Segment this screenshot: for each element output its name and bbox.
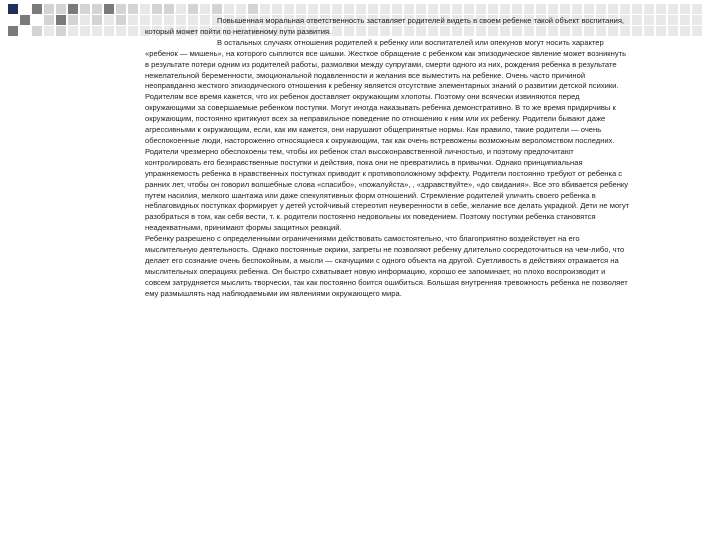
pattern-square [536,4,546,14]
pattern-square [20,26,30,36]
pattern-square [404,4,414,14]
pattern-square [68,26,78,36]
pattern-square [104,4,114,14]
pattern-square [68,15,78,25]
pattern-square [20,4,30,14]
pattern-square [500,4,510,14]
pattern-square [104,26,114,36]
pattern-square [320,4,330,14]
pattern-square [260,4,270,14]
pattern-square [116,26,126,36]
pattern-square [56,26,66,36]
pattern-square [56,15,66,25]
pattern-square [440,4,450,14]
pattern-square [344,4,354,14]
pattern-square [464,4,474,14]
pattern-square [656,4,666,14]
pattern-square [692,4,702,14]
pattern-square [188,4,198,14]
pattern-square [56,4,66,14]
pattern-square [68,4,78,14]
pattern-square [152,4,162,14]
pattern-square [644,15,654,25]
paragraph-parents-apologize: Родителям все время кажется, что их ребенок доставляет окружающим хлопоты. Поэтому они всячески извиняются перед окружающими за совершаемые ребенком поступки. Могут иногда наказывать ребенка демонстративно. В то же время придирчивы к окружающим, постоянно критикуют всех за неправильное поведение по отношению к ним или их ребенку. Родители бывают даже агрессивными к окружающим, если, как им кажется, они нарушают общепринятые нормы. Как правило, такие родители — очень обеспокоенные люди, настороженно относящиеся к окружающим, так как очень встревожены возможным вероломством последних. [145,92,616,145]
pattern-square [452,4,462,14]
pattern-square [8,4,18,14]
pattern-square [80,15,90,25]
pattern-square [20,15,30,25]
pattern-square [608,4,618,14]
pattern-square [176,4,186,14]
pattern-square [332,4,342,14]
pattern-square [680,4,690,14]
pattern-square [92,4,102,14]
pattern-square [620,4,630,14]
paragraph-restricted-independence: Ребенку разрешено с определенными ограничениями действовать самостоятельно, что благоприятно воздействует на его мыслительную деятельность. Однако постоянные окрики, запреты не позволяют ребенку длительно сосредоточиться на чем-либо, что делает его сознание очень беспокойным, а мысли — скачущими с одного объекта на другой. Суетливость в действиях отражается на мыслительных операциях ребенка. Он быстро схватывает новую информацию, хорошо ее запоминает, но плохо воспроизводит и совсем затрудняется мыслить творчески, так как постоянно боится ошибиться. Большая внутренняя тревожность ребенка не позволяет ему размышлять над наблюдаемыми им явлениями окружающего мира. [145,234,628,298]
pattern-square [224,4,234,14]
pattern-square [92,26,102,36]
pattern-square [356,4,366,14]
pattern-square [92,15,102,25]
pattern-square [632,26,642,36]
pattern-square [416,4,426,14]
pattern-square [572,4,582,14]
pattern-square [80,4,90,14]
pattern-square [200,4,210,14]
pattern-square [8,26,18,36]
pattern-square [44,26,54,36]
pattern-square [668,26,678,36]
pattern-square [548,4,558,14]
pattern-square [368,4,378,14]
pattern-square [680,15,690,25]
pattern-square [512,4,522,14]
pattern-square [380,4,390,14]
paragraph-moral-control: Родители чрезмерно обеспокоены тем, чтобы их ребенок стал высоконравственной личностью, и поэтому предпочитают контролировать его безнравственные поступки и действия, пока они не превратились в привычки. Однако принципиальная упражняемость ребенка в нравственных поступках приводит к противоположному эффекту. Родители постоянно требуют от ребенка с ранних лет, чтобы он говорил волшебные слова «спасибо», «пожалуйста», , «здравствуйте», «до свидания». Все это вбивается ребенку путем насилия, мелкого шантажа или даже спекулятивных форм отношений. Стремление родителей уличить своего ребенка в неблаговидных поступках формирует у детей устойчивый стереотип неуверенности в себе, желание все делать украдкой. Дети не могут разобраться в том, как себя вести, т. к. родители постоянно недовольны их поведением. Поэтому поступки ребенка становятся неадекватными, принимают формы защитных реакций. [145,146,630,233]
pattern-square [116,4,126,14]
pattern-square [692,15,702,25]
pattern-square [596,4,606,14]
pattern-square [308,4,318,14]
pattern-square [644,26,654,36]
pattern-square [8,15,18,25]
paragraph-child-target: В остальных случаях отношения родителей к ребенку или воспитателей или опекунов могут носить характер «ребенок — мишень», на которого сыплются все шишки. Жесткое обращение с ребенком как эпизодическое явление может возникнуть в результате потери одним из родителей работы, размолвки между супругами, смерти одного из них, рождения ребенка в результате нежелательной беременности, эмоциональной подавленности и желания все выместить на ребенке. Очень часто причиной неоправданно жесткого эпизодического отношения к ребенку является отсутствие элементарных знаний о развитии детской психики. [145,37,627,91]
pattern-square [128,4,138,14]
pattern-square [668,4,678,14]
pattern-square [668,15,678,25]
pattern-square [44,4,54,14]
pattern-square [392,4,402,14]
paragraph-moral-responsibility: Повышенная моральная ответственность заставляет родителей видеть в своем ребенке такой объект воспитания, который может пойти по негативному пути развития. [145,16,625,36]
pattern-square [248,4,258,14]
pattern-square [32,4,42,14]
pattern-square [272,4,282,14]
pattern-square [296,4,306,14]
pattern-square [236,4,246,14]
pattern-square [284,4,294,14]
pattern-square [632,4,642,14]
pattern-square [128,15,138,25]
pattern-square [476,4,486,14]
pattern-square [632,15,642,25]
pattern-square [488,4,498,14]
pattern-square [32,15,42,25]
pattern-square [584,4,594,14]
document-body-text [145,16,632,536]
pattern-square [212,4,222,14]
pattern-square [32,26,42,36]
pattern-square [116,15,126,25]
pattern-square [644,4,654,14]
pattern-square [680,26,690,36]
pattern-square [128,26,138,36]
pattern-square [656,15,666,25]
pattern-square [80,26,90,36]
pattern-square [524,4,534,14]
pattern-square [140,4,150,14]
pattern-square [656,26,666,36]
pattern-square [428,4,438,14]
pattern-square [104,15,114,25]
pattern-square [560,4,570,14]
pattern-row [8,4,720,14]
pattern-square [692,26,702,36]
pattern-square [44,15,54,25]
pattern-square [164,4,174,14]
